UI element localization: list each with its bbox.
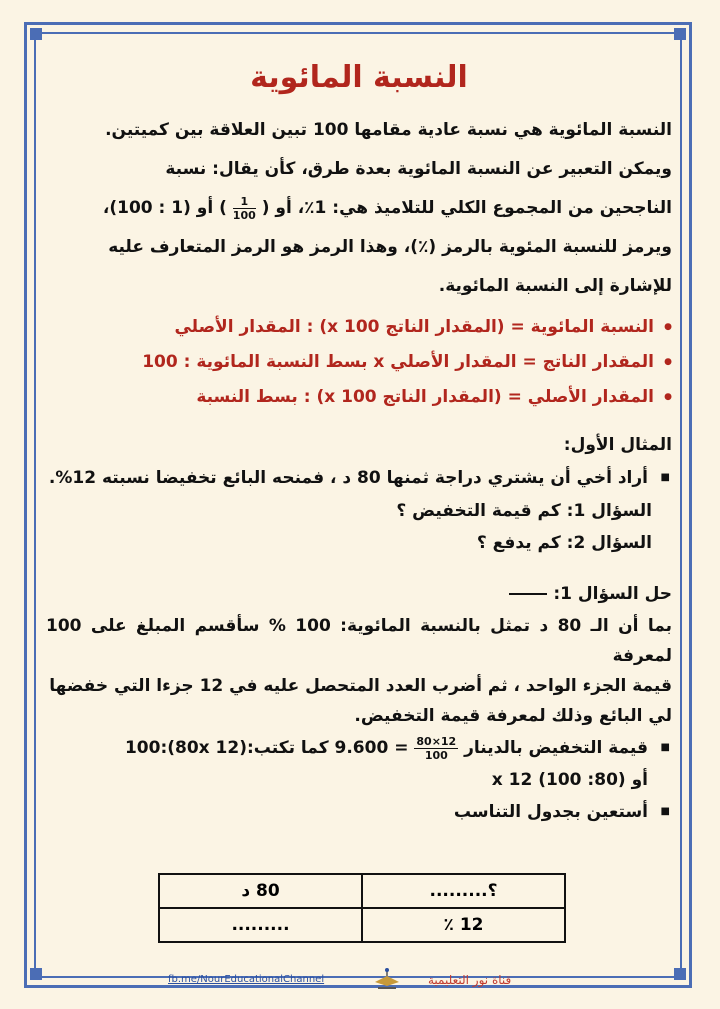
fraction-denominator: 100 [424, 748, 448, 762]
table-cell: ......... [159, 908, 362, 942]
formula-item: ● النسبة المائوية = (المقدار الناتج x 100) : المقدار الأصلي [46, 310, 654, 345]
intro-line: ويمكن التعبير عن النسبة المائوية بعدة طرق، كأن يقال: نسبة [165, 159, 672, 179]
example-list [46, 461, 672, 495]
corner-ornament [674, 28, 686, 40]
intro-line: للإشارة إلى النسبة المائوية. [438, 276, 672, 296]
facebook-link[interactable]: fb.me/NourEducationalChannel [168, 974, 325, 985]
table-row [159, 908, 565, 942]
table-cell: 80 د [159, 874, 362, 908]
solution-list [46, 731, 672, 765]
table-row [159, 874, 565, 908]
solution-item [46, 731, 648, 765]
proportion-table [158, 873, 566, 943]
intro-line: النسبة المائوية هي نسبة عادية مقامها 100 تبين العلاقة بين كميتين. [105, 120, 672, 140]
solution-title [46, 579, 672, 609]
fraction [414, 735, 458, 762]
page-title: النسبة المائوية [250, 60, 468, 95]
document-body [46, 60, 672, 829]
intro-text: ) أو (1 : 100)، [102, 198, 227, 218]
solution-paragraph: قيمة الجزء الواحد ، ثم أضرب العدد المتحصل عليه في 12 جزءا التي خفضها [49, 676, 672, 696]
solution-text: قيمة التخفيض بالدينار [464, 738, 648, 758]
title-dash [509, 593, 547, 595]
intro-line-with-fraction [46, 189, 672, 228]
fraction-denominator: 100 [232, 208, 256, 222]
solution-title-text: حل السؤال 1: [553, 584, 672, 604]
solution-paragraph: لي البائع وذلك لمعرفة قيمة التخفيض. [354, 706, 672, 726]
corner-ornament [30, 28, 42, 40]
solution-item: ■ أستعين بجدول التناسب [46, 795, 648, 829]
fraction [233, 195, 256, 222]
example-title: المثال الأول: [563, 435, 672, 455]
formula-item: ● المقدار الأصلي = (المقدار الناتج x 100) : بسط النسبة [46, 380, 654, 415]
solution-alt: أو (80: 100) x 12 [491, 770, 648, 790]
channel-name: قناة نور التعليمية [428, 973, 512, 987]
corner-ornament [30, 968, 42, 980]
example-item: ■ أراد أخي أن يشتري دراجة ثمنها 80 د ، فمنحه البائع تخفيضا نسبته 12%. [46, 461, 648, 495]
solution-list [46, 795, 672, 829]
formula-item: ● المقدار الناتج = المقدار الأصلي x بسط النسبة المائوية : 100 [46, 345, 654, 380]
table-cell: ؟......... [362, 874, 565, 908]
intro-line: ويرمز للنسبة المئوية بالرمز (٪)، وهذا الرمز هو الرمز المتعارف عليه [108, 237, 672, 257]
fraction-numerator: 12×80 [416, 734, 457, 748]
solution-paragraph: بما أن الـ 80 د تمثل بالنسبة المائوية: 100 % سأقسم المبلغ على 100 لمعرفة [46, 616, 673, 666]
corner-ornament [674, 968, 686, 980]
fraction-numerator: 1 [233, 195, 256, 209]
question-1: السؤال 1: كم قيمة التخفيض ؟ [396, 501, 652, 521]
channel-logo-icon [372, 966, 402, 992]
table-cell: 12 ٪ [362, 908, 565, 942]
question-2: السؤال 2: كم يدفع ؟ [476, 533, 652, 553]
intro-text: الناجحين من المجموع الكلي للتلاميذ هي: 1٪، أو ( [261, 198, 672, 218]
formula-list [46, 310, 672, 415]
solution-text: = 9.600 كما تكتب:(80x 12):100 [124, 738, 409, 758]
